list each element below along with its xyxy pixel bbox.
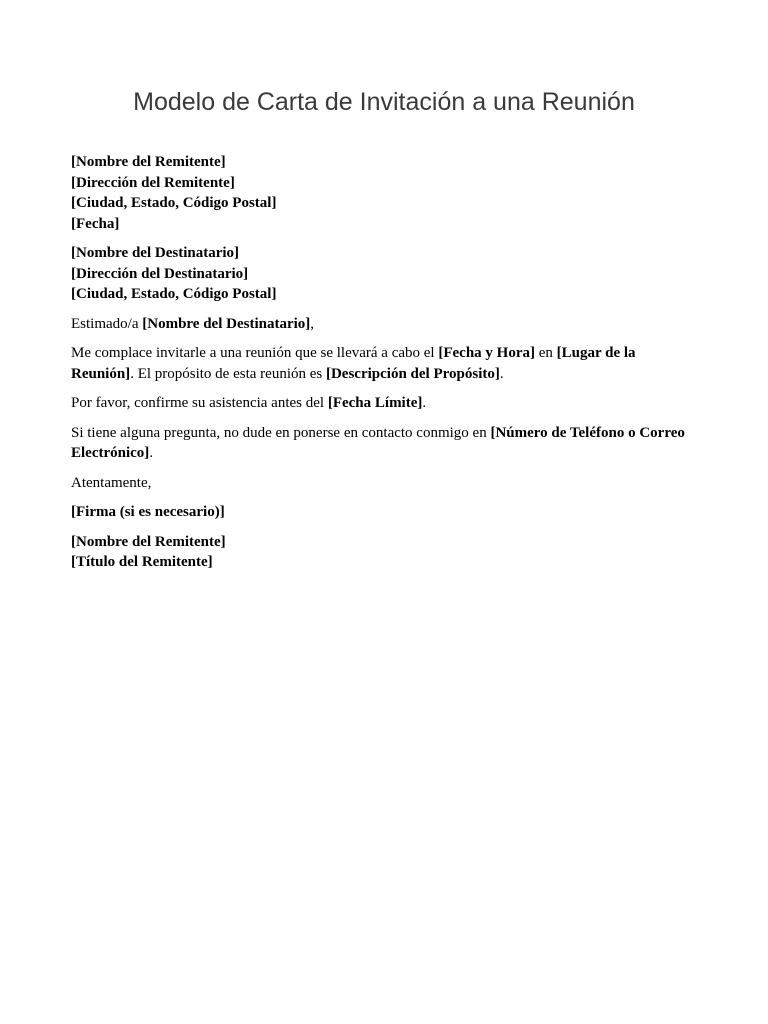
sender-address: [Dirección del Remitente] (71, 174, 235, 191)
paragraph-invite (71, 343, 701, 384)
page-title: Modelo de Carta de Invitación a una Reunión (133, 88, 635, 116)
confirm-text-1: Por favor, confirme su asistencia antes del (71, 395, 328, 411)
invite-text-4: . (499, 365, 504, 382)
contact-info-placeholder: [Número de Teléfono o Correo Electrónico] (71, 424, 685, 461)
contact-text-2: . (149, 445, 154, 461)
closing-sender-name: [Nombre del Remitente] (71, 533, 226, 550)
invite-date-time-placeholder: [Fecha y Hora] (438, 345, 535, 361)
recipient-address: [Dirección del Destinatario] (71, 265, 249, 282)
invite-text-3: . El propósito de esta reunión es (130, 365, 326, 382)
closing-sender-title: [Título del Remitente] (71, 554, 213, 570)
sender-city-state-zip: [Ciudad, Estado, Código Postal] (71, 195, 277, 211)
signature-placeholder: [Firma (si es necesario)] (71, 504, 225, 520)
salutation (71, 314, 701, 335)
recipient-name: [Nombre del Destinatario] (71, 245, 240, 261)
salutation-suffix: , (310, 315, 315, 332)
closing: Atentamente, (71, 474, 152, 491)
letter-date: [Fecha] (71, 215, 120, 232)
signature-block (71, 502, 701, 523)
paragraph-contact (71, 423, 701, 464)
letter-body (71, 152, 701, 582)
invite-location-placeholder: [Lugar de la Reunión] (71, 345, 636, 382)
contact-text-1: Si tiene alguna pregunta, no dude en ponerse en contacto conmigo en (71, 424, 491, 441)
invite-text-2: en (534, 345, 557, 361)
sender-closing-block (71, 532, 701, 573)
sender-name: [Nombre del Remitente] (71, 154, 226, 170)
invite-purpose-placeholder: [Descripción del Propósito] (325, 365, 500, 382)
confirm-deadline-placeholder: [Fecha Límite] (327, 395, 423, 411)
sender-block (71, 152, 701, 234)
invite-text-1: Me complace invitarle a una reunión que se llevará a cabo el (71, 345, 439, 361)
salutation-name: [Nombre del Destinatario] (142, 315, 311, 332)
recipient-block (71, 243, 701, 305)
confirm-text-2: . (422, 395, 427, 411)
recipient-city-state-zip: [Ciudad, Estado, Código Postal] (71, 286, 277, 302)
salutation-prefix: Estimado/a (71, 315, 143, 332)
paragraph-confirm (71, 393, 701, 414)
